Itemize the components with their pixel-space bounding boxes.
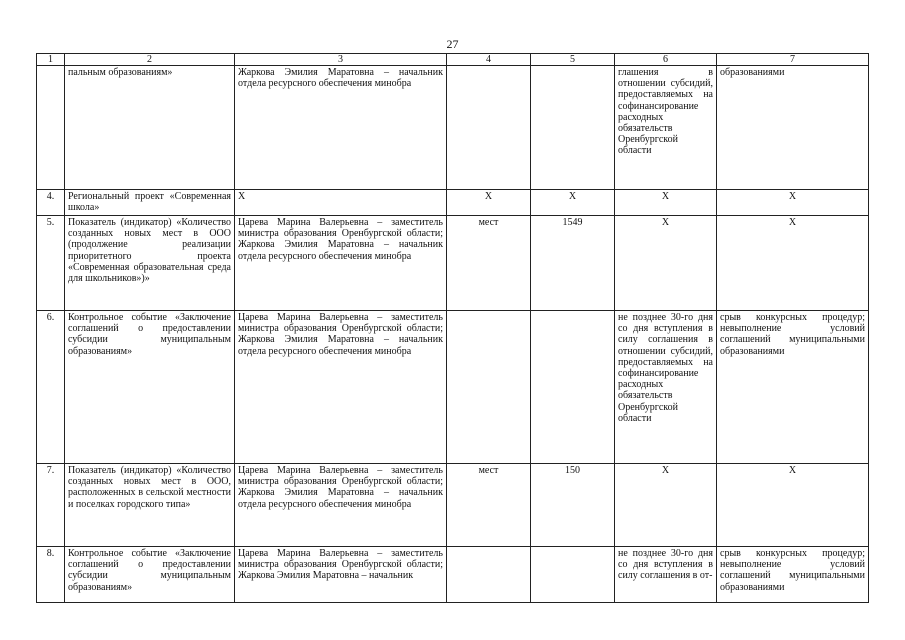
responsible-cell: Царева Марина Валерьевна – заместитель министра образования Оренбургской области; Жаркова Эмилия Маратовна – начальник [235, 547, 447, 603]
table-row [37, 464, 869, 547]
column-header: 5 [531, 54, 615, 66]
unit-cell [447, 547, 531, 603]
column-header: 4 [447, 54, 531, 66]
page-number: 27 [446, 37, 459, 51]
risk-cell: X [717, 464, 869, 547]
activity-cell: Контрольное событие «Заключение соглашений о предоставлении субсидии муниципальным образованиям» [65, 547, 235, 603]
responsible-cell: Царева Марина Валерьевна – заместитель министра образования Оренбургской области; Жаркова Эмилия Маратовна – начальник отдела ресурсного обеспечения минобра [235, 311, 447, 464]
table-row [37, 311, 869, 464]
table-row [37, 66, 869, 190]
responsible-cell: Царева Марина Валерьевна – заместитель министра образования Оренбургской области; Жаркова Эмилия Маратовна – начальник отдела ресурсного обеспечения минобра [235, 464, 447, 547]
deadline-cell: не позднее 30-го дня со дня вступления в силу соглашения в отношении субсидий, предоставляемых на софинансирование расходных обязательств Оренбургской области [615, 311, 717, 464]
table-row [37, 216, 869, 311]
row-number: 4. [37, 190, 65, 216]
activity-cell: пальным образованиям» [65, 66, 235, 190]
column-header: 1 [37, 54, 65, 66]
activity-cell: Региональный проект «Современная школа» [65, 190, 235, 216]
row-number: 5. [37, 216, 65, 311]
column-header: 6 [615, 54, 717, 66]
risk-cell: образованиями [717, 66, 869, 190]
row-number [37, 66, 65, 190]
row-number: 8. [37, 547, 65, 603]
value-cell: 1549 [531, 216, 615, 311]
deadline-cell: глашения в отношении субсидий, предоставляемых на софинансирование расходных обязательств Оренбургской области [615, 66, 717, 190]
plan-table [36, 53, 869, 603]
risk-cell: X [717, 216, 869, 311]
activity-cell: Показатель (индикатор) «Количество созданных новых мест в ООО (продолжение реализации приоритетного проекта «Современная образовательная среда для школьников»)» [65, 216, 235, 311]
value-cell [531, 547, 615, 603]
row-number: 7. [37, 464, 65, 547]
column-header: 2 [65, 54, 235, 66]
responsible-cell: Жаркова Эмилия Маратовна – начальник отдела ресурсного обеспечения минобра [235, 66, 447, 190]
risk-cell: X [717, 190, 869, 216]
table-row [37, 190, 869, 216]
value-cell: X [531, 190, 615, 216]
table-row [37, 547, 869, 603]
deadline-cell: X [615, 190, 717, 216]
activity-cell: Показатель (индикатор) «Количество созданных новых мест в ООО, расположенных в сельской местности и поселках городского типа» [65, 464, 235, 547]
deadline-cell: X [615, 216, 717, 311]
unit-cell [447, 311, 531, 464]
column-header: 3 [235, 54, 447, 66]
value-cell [531, 66, 615, 190]
unit-cell: мест [447, 464, 531, 547]
unit-cell: X [447, 190, 531, 216]
value-cell: 150 [531, 464, 615, 547]
column-header: 7 [717, 54, 869, 66]
risk-cell: срыв конкурсных процедур; невыполнение условий соглашений муниципальными образованиями [717, 547, 869, 603]
row-number: 6. [37, 311, 65, 464]
risk-cell: срыв конкурсных процедур; невыполнение условий соглашений муниципальными образованиями [717, 311, 869, 464]
unit-cell: мест [447, 216, 531, 311]
unit-cell [447, 66, 531, 190]
value-cell [531, 311, 615, 464]
deadline-cell: X [615, 464, 717, 547]
deadline-cell: не позднее 30-го дня со дня вступления в силу соглашения в от- [615, 547, 717, 603]
activity-cell: Контрольное событие «Заключение соглашений о предоставлении субсидии муниципальным образованиям» [65, 311, 235, 464]
responsible-cell: Царева Марина Валерьевна – заместитель министра образования Оренбургской области; Жаркова Эмилия Маратовна – начальник отдела ресурсного обеспечения минобра [235, 216, 447, 311]
header-row [37, 54, 869, 66]
responsible-cell: X [235, 190, 447, 216]
